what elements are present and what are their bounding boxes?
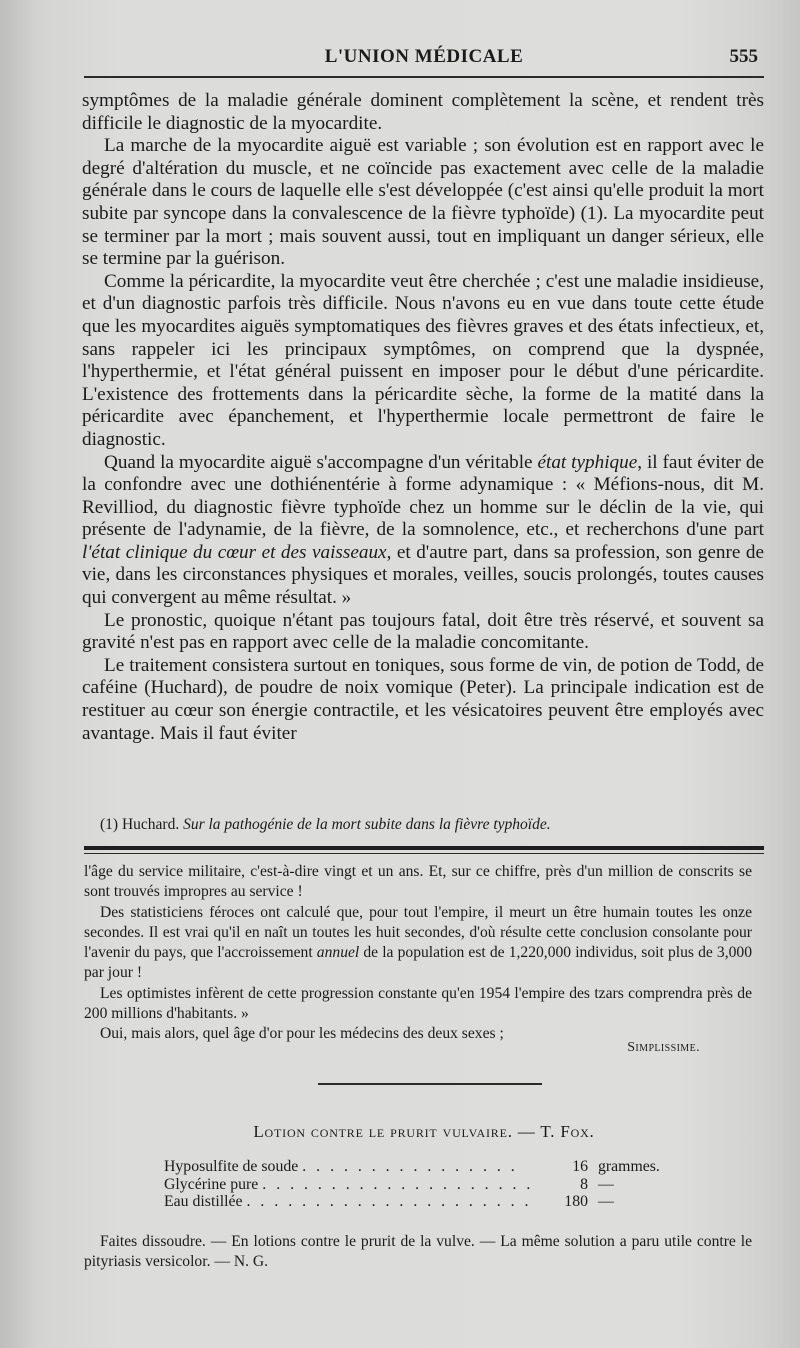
feuilleton-text: de la population est de 1,220,000 individus, soit plus de 3,000 par jour ! [84,944,753,982]
article-text: La marche de la myocardite aiguë est variable ; son évolution est en rapport avec le degré d'altération du muscle, et ne coïncide pas exactement avec celle de la maladie générale dans le cours de laquelle elle s'est développée (c'est ainsi qu'elle produit la mort subite par syncope dans la convalescence de la fièvre typhoïde) (1). La myocardite peut se terminer par la mort ; mais souvent aussi, tout en impliquant un danger sérieux, elle se termine par la guérison. [82,135,764,270]
feuilleton-paragraph [84,984,752,1025]
recipe-note-text: Faites dissoudre. — En lotions contre le prurit de la vulve. — La même solution a paru utile contre le pityriasis versicolor. — N. G. [84,1233,752,1271]
recipe-note [84,1232,752,1273]
feuilleton-text: Des statisticiens féroces ont calculé que, pour tout l'empire, il meurt un être humain toutes les onze secondes. Il est vrai qu'il en naît un toutes les huit secondes, d'où résulte cette conclusion consolante pour l'avenir du pays, que l'accroissement [84,903,752,962]
ingredient-quantity: 180 [564,1193,588,1210]
feuilleton-text: l'âge du service militaire, c'est-à-dire vingt et un ans. Et, sur ce chiffre, près d'un million de conscrits se sont trouvés impropres au service ! [84,863,752,901]
article-text: Le traitement consistera surtout en toniques, sous forme de vin, de potion de Todd, de caféine (Huchard), de poudre de noix vomique (Peter). La principale indication est de restituer au cœur son énergie contractile, et les vésicatoires peuvent être employés avec avantage. Mais il faut éviter [82,654,764,744]
ingredient-quantity: 8 [580,1175,588,1193]
ingredient-row [164,1193,724,1211]
ingredient-leader-dots: . . . . . . . . . . . . . . . . [302,1158,518,1175]
ingredient-leader-dots: . . . . . . . . . . . . . . . . . . . . . [246,1193,532,1210]
article-text: Le pronostic, quoique n'étant pas toujours fatal, doit être très réservé, et souvent sa gravité n'est pas en rapport avec celle de la maladie concomitante. [82,609,764,654]
journal-title: L'UNION MÉDICALE [324,46,524,67]
ingredient-leader-dots: . . . . . . . . . . . . . . . . . . . . [262,1175,534,1193]
recipe-ingredients [164,1158,724,1211]
ingredient-quantity: 16 [572,1158,588,1175]
article-text: Quand la myocardite aiguë s'accompagne d'un véritable [104,451,538,473]
feuilleton-text: Les optimistes infèrent de cette progression constante qu'en 1954 l'empire des tzars comprendra près de 200 millions d'habitants. » [84,984,752,1023]
header-rule [84,76,764,78]
running-header [84,40,764,74]
article-paragraph [82,135,764,271]
ingredient-name: Glycérine pure [164,1175,259,1193]
feuilleton-paragraph [84,903,752,984]
article-paragraph [82,271,764,452]
footnote-marker: (1) Huchard. [100,816,180,833]
recipe-title: Lotion contre le prurit vulvaire. — T. Fox. [253,1122,595,1141]
ingredient-row [164,1158,724,1176]
article-body [82,90,764,745]
article-text: Comme la péricardite, la myocardite veut être cherchée ; c'est une maladie insidieuse, et d'un diagnostic parfois très difficile. Nous n'avons eu en vue dans toute cette étude que les myocardites aiguës symptomatiques des fièvres graves et des états infectieux, et, sans rappeler ici les principaux symptômes, on comprend que la dyspnée, l'hyperthermie, et l'état général puissent en imposer pour le début d'une péricardite. L'existence des frottements dans la péricardite sèche, la forme de la matité dans la péricardite avec épanchement, et l'hyperthermie locale permettront de faire le diagnostic. [82,270,764,450]
footnote-title: Sur la pathogénie de la mort subite dans la fièvre typhoïde. [183,816,551,833]
feuilleton-signature: Simplissime. [627,1040,700,1055]
article-paragraph [82,452,764,610]
feuilleton-paragraph [84,862,752,903]
article-italic-text: état typhique [537,451,638,473]
page-number: 555 [729,46,758,67]
ingredient-unit: — [598,1175,614,1193]
article-text: symptômes de la maladie générale dominent complètement la scène, et rendent très difficile le diagnostic de la myocardite. [82,90,764,134]
feuilleton-rule-thin [84,853,764,854]
article-text: , il faut éviter de la confondre avec une dothiénentérie à forme adynamique : « Méfions-nous, dit M. Revilliod, du diagnostic fièvre typhoïde chez un homme sur le déclin de la vie, qui présente de l'adynamie, de la fièvre, de la somnolence, etc., et recherchons d'une part [82,451,764,541]
feuilleton-body [84,862,752,1045]
ingredient-row [164,1176,724,1194]
ingredient-name: Hyposulfite de soude [164,1158,299,1175]
ingredient-name: Eau distillée [164,1193,243,1210]
ingredient-unit: — [598,1193,614,1210]
ingredient-unit: grammes. [598,1158,660,1175]
article-text: , et d'autre part, dans sa profession, son genre de vie, dans les circonstances physiques et morales, veilles, soucis prolongés, toutes causes qui convergent au même résultat. » [82,541,764,609]
feuilleton-rule-thick [84,846,764,850]
section-rule [318,1083,542,1085]
article-paragraph [82,90,764,135]
article-paragraph [82,610,764,655]
feuilleton-text: Oui, mais alors, quel âge d'or pour les médecins des deux sexes ; [100,1025,504,1043]
article-paragraph [82,655,764,745]
article-italic-text: l'état clinique du cœur et des vaisseaux [82,541,387,563]
footnote [100,815,760,835]
feuilleton-italic-text: annuel [316,944,360,962]
